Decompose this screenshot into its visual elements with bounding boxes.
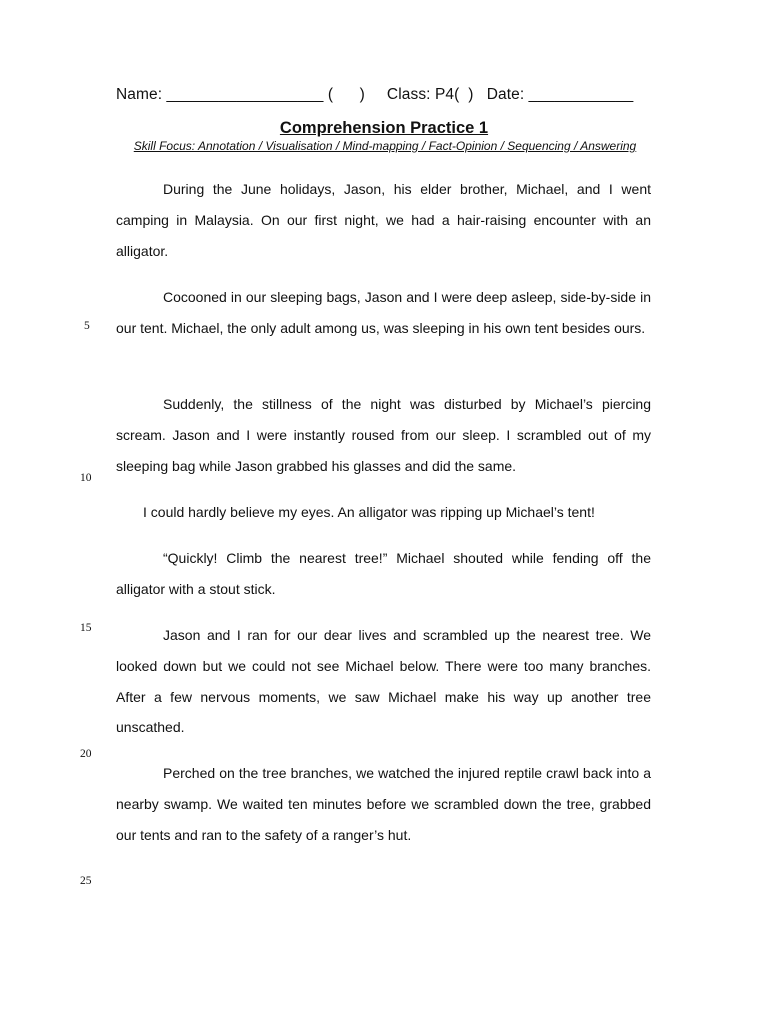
worksheet-title: Comprehension Practice 1 [279,119,489,137]
paragraph-7: Perched on the tree branches, we watched the injured reptile crawl back into a nearby swamp. We waited ten minutes before we scrambled down the tree, grabbed our tents and ran to the safety of a ranger’s hut. [116,765,651,843]
line-number-10: 10 [80,472,92,484]
paragraph-5: “Quickly! Climb the nearest tree!” Michael shouted while fending off the alligator with a stout stick. [116,550,651,597]
line-number-15: 15 [80,622,92,634]
line-number-25: 25 [80,875,92,887]
line-number-20: 20 [80,748,92,760]
student-info-line: Name: __________________ ( ) Class: P4( ) Date: ____________ [116,86,634,103]
line-number-5: 5 [84,320,90,332]
skill-focus: Skill Focus: Annotation / Visualisation / Mind-mapping / Fact-Opinion / Sequencing / Answering [133,139,637,153]
paragraph-4: I could hardly believe my eyes. An alligator was ripping up Michael’s tent! [143,504,595,520]
paragraph-2: Cocooned in our sleeping bags, Jason and I were deep asleep, side-by-side in our tent. Michael, the only adult among us, was sleeping in his own tent besides ours. [116,289,651,336]
paragraph-3: Suddenly, the stillness of the night was disturbed by Michael’s piercing scream. Jason and I were instantly roused from our sleep. I scrambled out of my sleeping bag while Jason grabbed his glasses and did the same. [116,396,651,474]
paragraph-6: Jason and I ran for our dear lives and scrambled up the nearest tree. We looked down but we could not see Michael below. There were too many branches. After a few nervous moments, we saw Michael make his way up another tree unscathed. [116,627,651,736]
paragraph-1: During the June holidays, Jason, his elder brother, Michael, and I went camping in Malaysia. On our first night, we had a hair-raising encounter with an alligator. [116,181,651,259]
